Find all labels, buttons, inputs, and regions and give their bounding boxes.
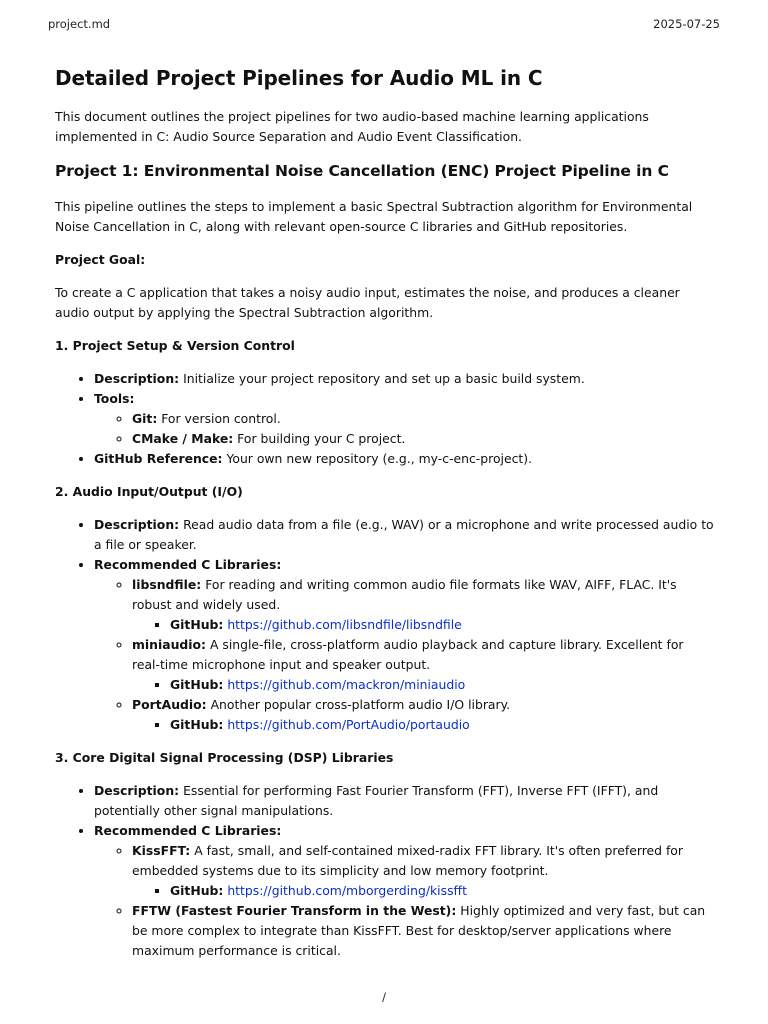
library-links <box>132 715 715 735</box>
section2-heading: 2. Audio Input/Output (I/O) <box>55 484 243 499</box>
libsndfile-github-link[interactable]: https://github.com/libsndfile/libsndfile <box>227 617 462 632</box>
library-links <box>132 881 715 901</box>
library-name: miniaudio: <box>132 637 206 652</box>
item-label: Description: <box>94 517 180 532</box>
list-item <box>170 675 715 695</box>
section1-list <box>55 369 715 469</box>
github-label: GitHub: <box>170 677 224 692</box>
library-links <box>132 615 715 635</box>
list-item <box>94 821 715 961</box>
item-text: For version control. <box>161 411 281 426</box>
item-label: Tools: <box>94 391 135 406</box>
library-desc: A fast, small, and self-contained mixed-radix FFT library. It's often preferred for embedded systems due to its simplicity and low memory footprint. <box>132 843 683 878</box>
item-text: Initialize your project repository and set up a basic build system. <box>183 371 585 386</box>
project1-intro: This pipeline outlines the steps to implement a basic Spectral Subtraction algorithm for Environmental Noise Cancellation in C, along with relevant open-source C libraries and GitHub repositories. <box>55 199 693 234</box>
item-label: Recommended C Libraries: <box>94 823 282 838</box>
library-desc: A single-file, cross-platform audio playback and capture library. Excellent for real-time microphone input and speaker output. <box>132 637 684 672</box>
list-item <box>94 515 715 555</box>
item-text: Essential for performing Fast Fourier Transform (FFT), Inverse FFT (IFFT), and potentially other signal manipulations. <box>94 783 659 818</box>
page-footer: / <box>382 990 386 1004</box>
library-name: libsndfile: <box>132 577 202 592</box>
item-label: Git: <box>132 411 158 426</box>
library-item-libsndfile <box>132 575 715 635</box>
github-label: GitHub: <box>170 717 224 732</box>
item-label: Description: <box>94 371 180 386</box>
tools-list <box>94 409 715 449</box>
library-name: KissFFT: <box>132 843 191 858</box>
section1-heading: 1. Project Setup & Version Control <box>55 338 295 353</box>
library-desc: Highly optimized and very fast, but can be more complex to integrate than KissFFT. Best for desktop/server applications where maximum performance is critical. <box>132 903 706 958</box>
list-item <box>94 555 715 735</box>
library-item-kissfft <box>132 841 715 901</box>
library-links <box>132 675 715 695</box>
project1-heading: Project 1: Environmental Noise Cancellation (ENC) Project Pipeline in C <box>55 162 669 180</box>
doc-title: Detailed Project Pipelines for Audio ML in C <box>55 66 543 90</box>
item-label: CMake / Make: <box>132 431 234 446</box>
library-desc: For reading and writing common audio file formats like WAV, AIFF, FLAC. It's robust and widely used. <box>132 577 677 612</box>
list-item <box>132 429 715 449</box>
list-item <box>170 615 715 635</box>
list-item <box>170 715 715 735</box>
header-date: 2025-07-25 <box>653 17 720 31</box>
portaudio-github-link[interactable]: https://github.com/PortAudio/portaudio <box>227 717 470 732</box>
dsp-libraries-list <box>94 841 715 961</box>
item-label: Recommended C Libraries: <box>94 557 282 572</box>
project-goal-label: Project Goal: <box>55 252 146 267</box>
section2-list <box>55 515 715 735</box>
library-item-fftw <box>132 901 715 961</box>
library-name: PortAudio: <box>132 697 207 712</box>
list-item <box>94 449 715 469</box>
library-item-portaudio <box>132 695 715 735</box>
library-name: FFTW (Fastest Fourier Transform in the West): <box>132 903 457 918</box>
list-item <box>94 781 715 821</box>
miniaudio-github-link[interactable]: https://github.com/mackron/miniaudio <box>227 677 466 692</box>
library-desc: Another popular cross-platform audio I/O library. <box>210 697 511 712</box>
io-libraries-list <box>94 575 715 735</box>
project-goal-text: To create a C application that takes a noisy audio input, estimates the noise, and produces a cleaner audio output by applying the Spectral Subtraction algorithm. <box>55 285 680 320</box>
header-filename: project.md <box>48 17 111 31</box>
item-text: Read audio data from a file (e.g., WAV) or a microphone and write processed audio to a file or speaker. <box>94 517 714 552</box>
list-item <box>170 881 715 901</box>
document-body <box>55 64 715 974</box>
item-text: For building your C project. <box>237 431 406 446</box>
section3-heading: 3. Core Digital Signal Processing (DSP) Libraries <box>55 750 394 765</box>
library-item-miniaudio <box>132 635 715 695</box>
section3-list <box>55 781 715 961</box>
item-label: GitHub Reference: <box>94 451 223 466</box>
item-label: Description: <box>94 783 180 798</box>
doc-intro: This document outlines the project pipelines for two audio-based machine learning applications implemented in C: Audio Source Separation and Audio Event Classification. <box>55 109 649 144</box>
list-item <box>94 369 715 389</box>
kissfft-github-link[interactable]: https://github.com/mborgerding/kissfft <box>227 883 467 898</box>
github-label: GitHub: <box>170 883 224 898</box>
item-text: Your own new repository (e.g., my-c-enc-project). <box>226 451 533 466</box>
list-item <box>94 389 715 449</box>
list-item <box>132 409 715 429</box>
github-label: GitHub: <box>170 617 224 632</box>
